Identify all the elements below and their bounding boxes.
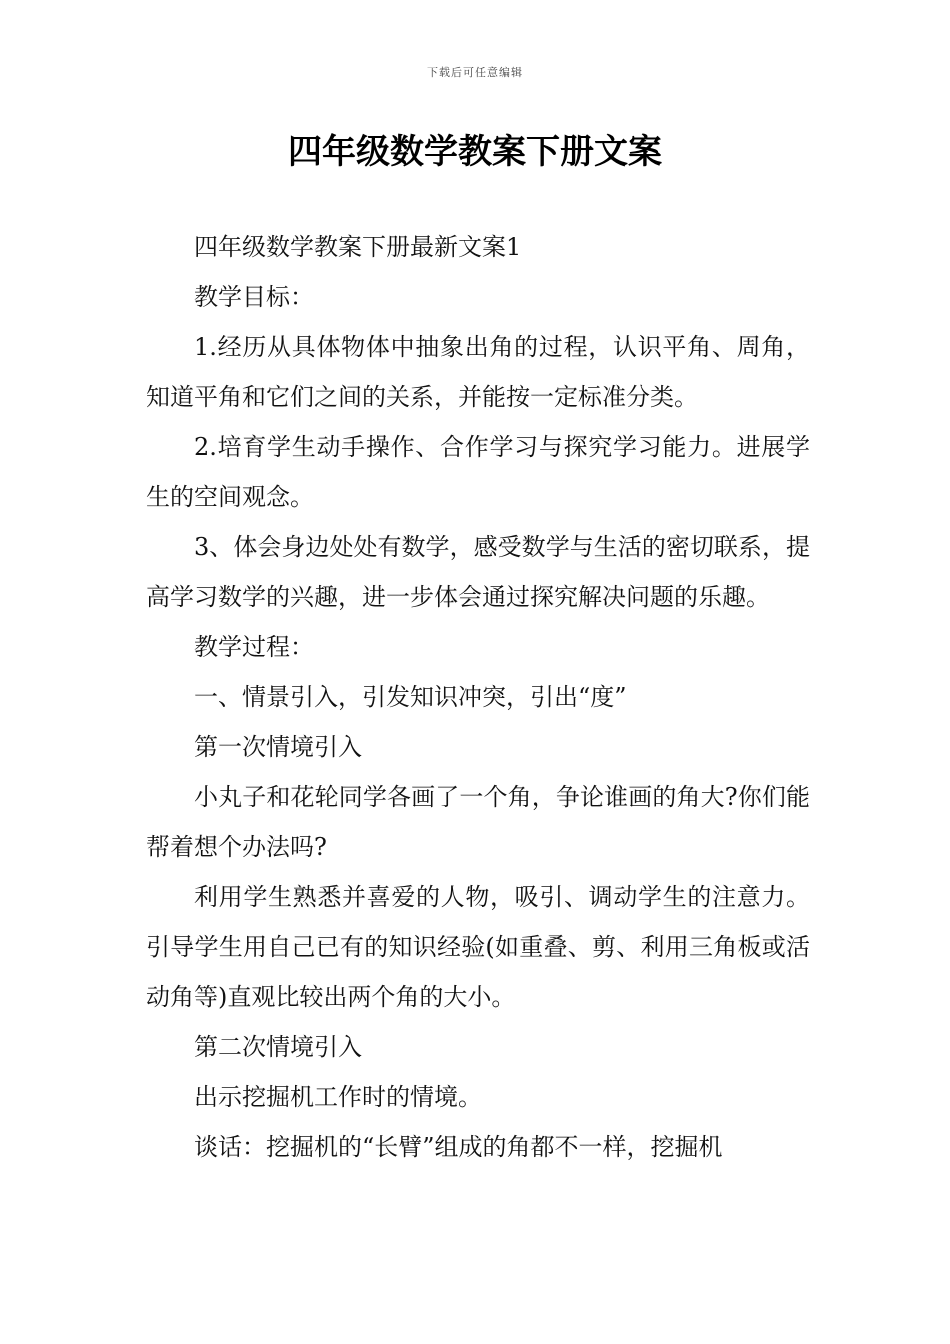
document-body bbox=[146, 222, 810, 1172]
paragraph-objective-3: 3、体会身边处处有数学，感受数学与生活的密切联系，提高学习数学的兴趣，进一步体会通过探究解决问题的乐趣。 bbox=[146, 533, 810, 611]
paragraph-objectives-heading: 教学目标： bbox=[194, 283, 314, 311]
paragraph-scenario-1-heading: 第一次情境引入 bbox=[194, 733, 362, 761]
paragraph-objective-2: 2.培育学生动手操作、合作学习与探究学习能力。进展学生的空间观念。 bbox=[146, 433, 810, 511]
paragraph-objective-1: 1.经历从具体物体中抽象出角的过程，认识平角、周角，知道平角和它们之间的关系，并能按一定标准分类。 bbox=[146, 333, 810, 411]
header-note: 下载后可任意编辑 bbox=[427, 66, 523, 79]
paragraph-section-heading: 四年级数学教案下册最新文案1 bbox=[194, 233, 522, 261]
paragraph-step-1: 一、情景引入，引发知识冲突，引出“度” bbox=[194, 683, 627, 711]
page-title: 四年级数学教案下册文案 bbox=[288, 132, 662, 172]
paragraph-scenario-1-text: 小丸子和花轮同学各画了一个角，争论谁画的角大?你们能帮着想个办法吗? bbox=[146, 783, 810, 861]
paragraph-scenario-1-note: 利用学生熟悉并喜爱的人物，吸引、调动学生的注意力。引导学生用自己已有的知识经验(如重叠、剪、利用三角板或活动角等)直观比较出两个角的大小。 bbox=[146, 883, 810, 1011]
paragraph-scenario-2-heading: 第二次情境引入 bbox=[194, 1033, 362, 1061]
paragraph-process-heading: 教学过程： bbox=[194, 633, 314, 661]
paragraph-scenario-2-text: 出示挖掘机工作时的情境。 bbox=[194, 1083, 482, 1111]
paragraph-dialogue: 谈话：挖掘机的“长臂”组成的角都不一样，挖掘机 bbox=[194, 1133, 723, 1161]
